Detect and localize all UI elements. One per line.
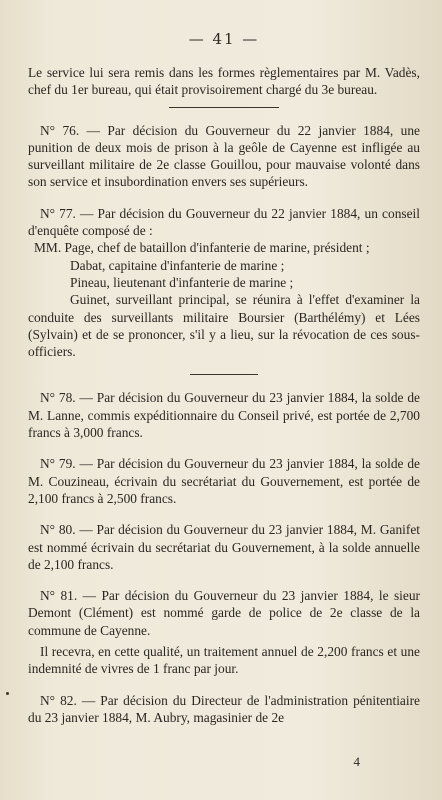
council-member-guinet: Guinet, surveillant principal, se réunira à l'effet d'examiner la conduite des surveillants militaire Boursier (Barthélémy) et Lées (Sylvain) et de se prononcer, s'il y a lieu, sur la révocation de ces sous-officiers. [28,292,420,360]
decision-82: N° 82. — Par décision du Directeur de l'administration pénitentiaire du 23 janvier 1884, M. Aubry, magasinier de 2e [28,692,420,725]
council-member-pineau: Pineau, lieutenant d'infanterie de marine ; [70,274,294,290]
decision-79: N° 79. — Par décision du Gouverneur du 23 janvier 1884, la solde de M. Couzineau, écrivain du secrétariat du Gouvernement, est portée de 2,100 francs à 2,500 francs. [28,456,420,506]
separator-rule [169,107,279,108]
decision-81-salary: Il recevra, en cette qualité, un traitement annuel de 2,200 francs et une indemnité de vivres de 1 franc par jour. [28,644,420,677]
signature-mark: 4 [353,754,360,769]
decision-77-head: N° 77. — Par décision du Gouverneur du 22 janvier 1884, un conseil d'enquête composé de : [28,205,420,239]
decision-80: N° 80. — Par décision du Gouverneur du 23 janvier 1884, M. Ganifet est nommé écrivain du secrétariat du Gouvernement, à la solde annuelle de 2,100 francs. [28,522,420,572]
ink-speck [6,692,9,695]
decision-81-head: N° 81. — Par décision du Gouverneur du 23 janvier 1884, le sieur Demont (Clément) est nommé garde de police de 2e classe de la commune de Cayenne. [28,588,420,638]
decision-77 [28,205,420,361]
page-number: — 41 — [188,30,260,48]
decision-81 [28,587,420,677]
intro-paragraph: Le service lui sera remis dans les formes règlementaires par M. Vadès, chef du 1er bureau, qui était provisoirement chargé du 3e bureau. [28,65,420,98]
decision-78: N° 78. — Par décision du Gouverneur du 23 janvier 1884, la solde de M. Lanne, commis expéditionnaire du Conseil privé, est portée de 2,700 francs à 3,000 francs. [28,390,420,441]
council-member-dabat: Dabat, capitaine d'infanterie de marine ; [70,257,285,273]
council-member-page: MM. Page, chef de bataillon d'infanterie de marine, président ; [34,240,370,256]
decision-76: N° 76. — Par décision du Gouverneur du 22 janvier 1884, une punition de deux mois de prison à la geôle de Cayenne est infligée au surveillant militaire de 2e classe Gouillou, pour mauvaise volonté dans son service et insubordination envers ses supérieurs. [28,122,420,190]
separator-rule [190,374,258,375]
